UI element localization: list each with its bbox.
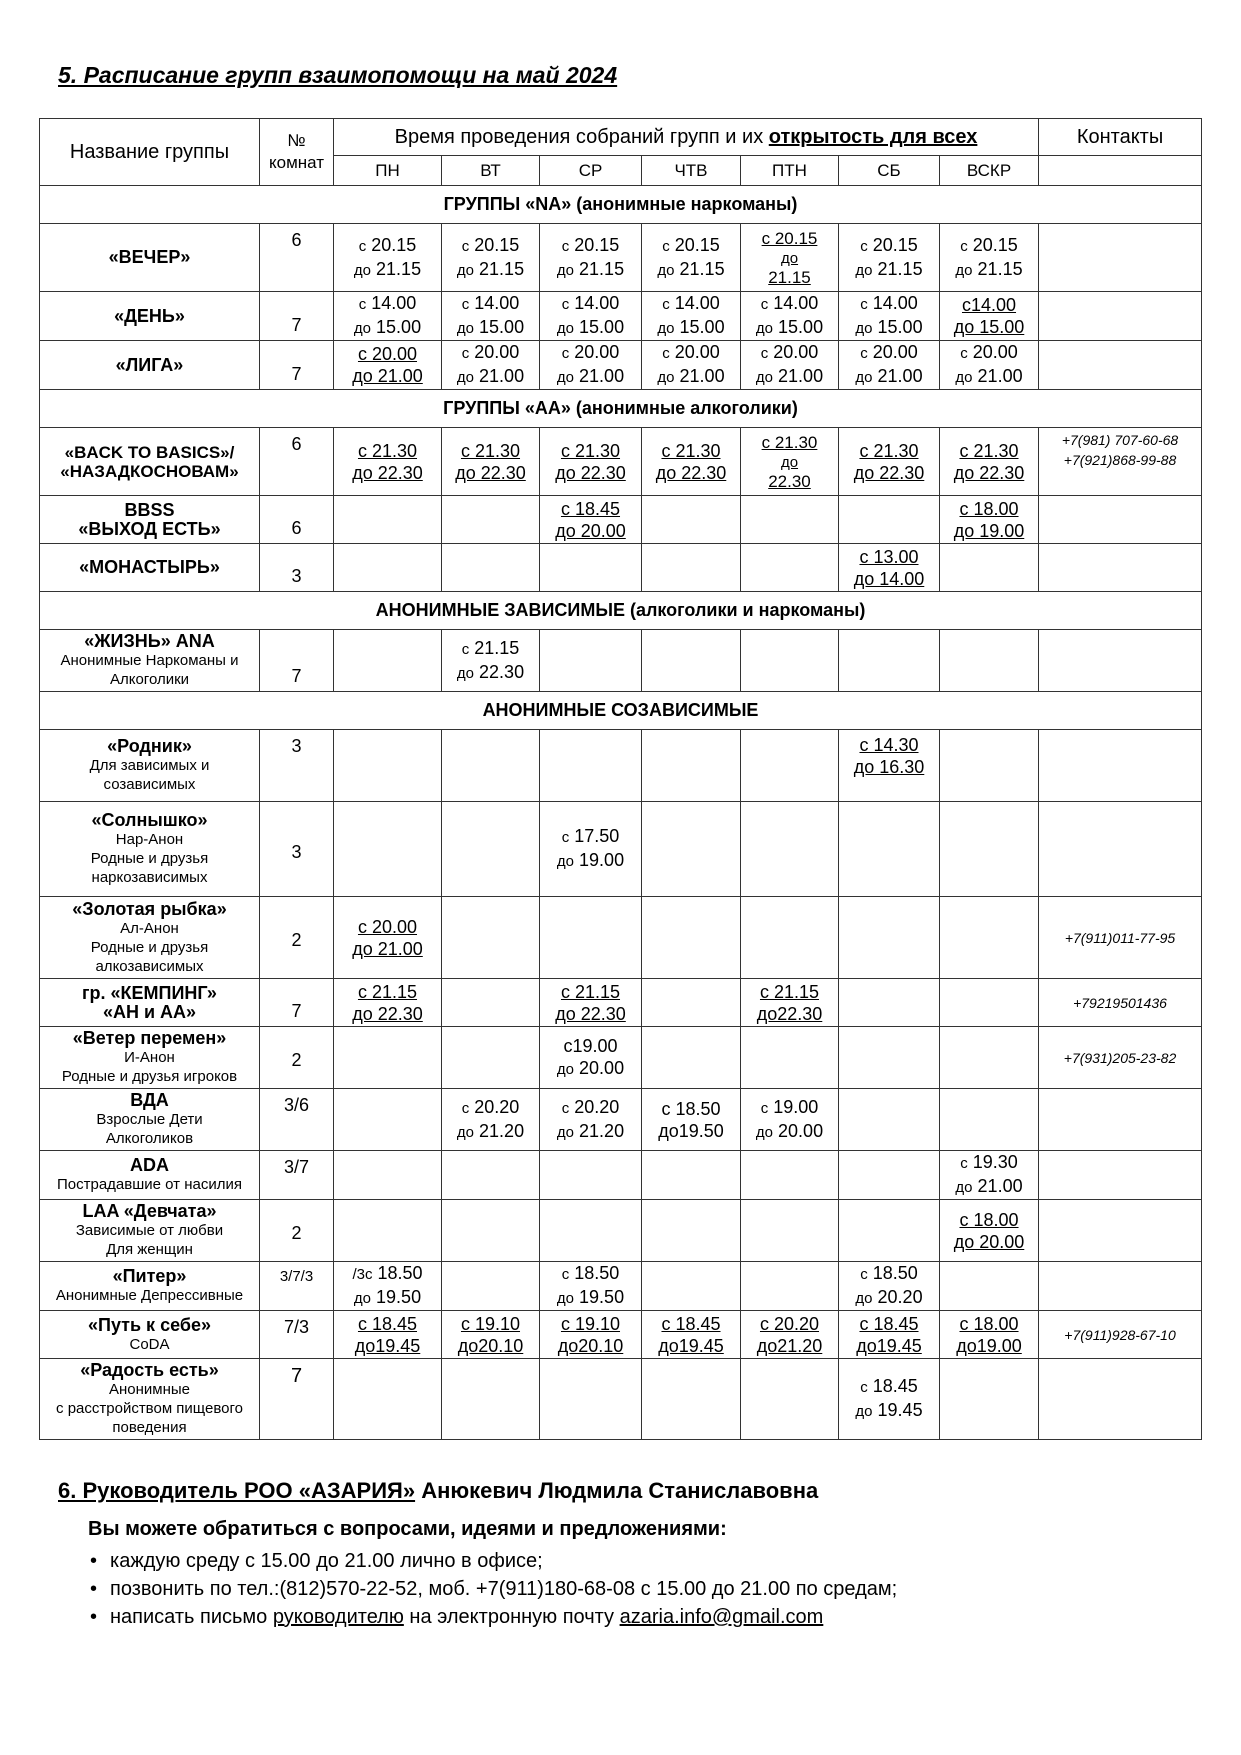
time-cell bbox=[741, 802, 839, 897]
time-cell bbox=[839, 979, 940, 1027]
time-cell bbox=[839, 802, 940, 897]
room-number: 7 bbox=[260, 979, 334, 1027]
time-cell: с 17.50 до 19.00 bbox=[540, 802, 642, 897]
time-cell bbox=[642, 897, 741, 979]
time-cell bbox=[940, 979, 1039, 1027]
footer-section bbox=[58, 1478, 1208, 1631]
time-cell: с 21.15 до 22.30 bbox=[442, 630, 540, 692]
time-cell bbox=[741, 730, 839, 802]
time-cell bbox=[940, 1027, 1039, 1089]
table-row bbox=[40, 979, 1202, 1027]
time-cell bbox=[442, 1151, 540, 1200]
room-number: 6 bbox=[260, 428, 334, 496]
room-number: 3/6 bbox=[260, 1089, 334, 1151]
time-cell bbox=[642, 1359, 741, 1440]
group-name: ВДА Взрослые Дети Алкоголиков bbox=[40, 1089, 260, 1151]
time-cell bbox=[540, 1200, 642, 1262]
time-cell bbox=[442, 730, 540, 802]
day-header: ВСКР bbox=[940, 156, 1039, 186]
time-cell bbox=[940, 730, 1039, 802]
day-header: ВТ bbox=[442, 156, 540, 186]
group-name: ADA Пострадавшие от насилия bbox=[40, 1151, 260, 1200]
time-cell: с 18.00 до 19.00 bbox=[940, 496, 1039, 544]
contact-cell: +7(911)928-67-10 bbox=[1039, 1311, 1202, 1359]
day-header: СР bbox=[540, 156, 642, 186]
time-cell: с 20.15 до 21.15 bbox=[442, 224, 540, 292]
time-cell: с 19.30 до 21.00 bbox=[940, 1151, 1039, 1200]
group-name: «Питер» Анонимные Депрессивные bbox=[40, 1262, 260, 1311]
time-cell: с 20.00 до 21.00 bbox=[642, 341, 741, 390]
time-cell bbox=[839, 1089, 940, 1151]
header-time: Время проведения собраний групп и их открытость для всех bbox=[334, 119, 1039, 156]
section-title-aa: ГРУППЫ «АА» (анонимные алкоголики) bbox=[40, 390, 1202, 428]
time-cell: с 14.00 до 15.00 bbox=[741, 292, 839, 341]
group-name: «ВЕЧЕР» bbox=[40, 224, 260, 292]
time-cell: /3с 18.50 до 19.50 bbox=[334, 1262, 442, 1311]
group-name: «ЛИГА» bbox=[40, 341, 260, 390]
contact-cell bbox=[1039, 1089, 1202, 1151]
table-row bbox=[40, 496, 1202, 544]
time-cell: с 21.30 до 22.30 bbox=[442, 428, 540, 496]
time-cell: с 21.30 до 22.30 bbox=[940, 428, 1039, 496]
time-cell bbox=[940, 1359, 1039, 1440]
room-number: 3 bbox=[260, 544, 334, 592]
group-name: «МОНАСТЫРЬ» bbox=[40, 544, 260, 592]
time-cell bbox=[839, 1200, 940, 1262]
time-cell bbox=[741, 630, 839, 692]
time-cell bbox=[642, 630, 741, 692]
time-cell: с 18.45 до 19.45 bbox=[839, 1359, 940, 1440]
time-cell bbox=[540, 897, 642, 979]
time-cell bbox=[540, 544, 642, 592]
bullet-icon: • bbox=[90, 1606, 98, 1628]
time-cell: с 21.30 до 22.30 bbox=[540, 428, 642, 496]
header-contacts: Контакты bbox=[1039, 119, 1202, 156]
time-cell: с 21.15 до22.30 bbox=[741, 979, 839, 1027]
section-title-codependent: АНОНИМНЫЕ СОЗАВИСИМЫЕ bbox=[40, 692, 1202, 730]
room-number: 3 bbox=[260, 802, 334, 897]
room-number: 6 bbox=[260, 224, 334, 292]
header-row bbox=[40, 119, 1202, 156]
time-cell: с 20.00 до 21.00 bbox=[334, 897, 442, 979]
time-cell bbox=[940, 897, 1039, 979]
time-cell: с 20.00 до 21.00 bbox=[540, 341, 642, 390]
contact-cell bbox=[1039, 341, 1202, 390]
time-cell bbox=[741, 1027, 839, 1089]
day-header: ПН bbox=[334, 156, 442, 186]
time-cell bbox=[642, 1200, 741, 1262]
table-row bbox=[40, 802, 1202, 897]
group-name: «ЖИЗНЬ» ANA Анонимные Наркоманы и Алкоголики bbox=[40, 630, 260, 692]
time-cell: с 20.20 до21.20 bbox=[741, 1311, 839, 1359]
contact-cell bbox=[1039, 730, 1202, 802]
email-link[interactable]: azaria.info@gmail.com bbox=[619, 1606, 824, 1628]
contact-cell bbox=[1039, 544, 1202, 592]
table-row bbox=[40, 1151, 1202, 1200]
time-cell bbox=[442, 544, 540, 592]
time-cell: с 21.30 до 22.30 bbox=[642, 428, 741, 496]
time-cell: с 18.50 до 20.20 bbox=[839, 1262, 940, 1311]
time-cell: с 20.20 до 21.20 bbox=[442, 1089, 540, 1151]
time-cell: с 14.00 до 15.00 bbox=[334, 292, 442, 341]
time-cell bbox=[442, 897, 540, 979]
table-row bbox=[40, 292, 1202, 341]
group-name: «ДЕНЬ» bbox=[40, 292, 260, 341]
time-cell: с 13.00 до 14.00 bbox=[839, 544, 940, 592]
contact-cell bbox=[1039, 496, 1202, 544]
table-row bbox=[40, 428, 1202, 496]
time-cell: с 14.00 до 15.00 bbox=[839, 292, 940, 341]
contact-list bbox=[90, 1547, 1208, 1631]
time-cell: с14.00 до 15.00 bbox=[940, 292, 1039, 341]
group-name: гр. «КЕМПИНГ» «АН и АА» bbox=[40, 979, 260, 1027]
group-name: LAA «Девчата» Зависимые от любви Для женщин bbox=[40, 1200, 260, 1262]
time-cell bbox=[334, 1151, 442, 1200]
empty-cell bbox=[1039, 156, 1202, 186]
table-row bbox=[40, 1359, 1202, 1440]
list-item: • каждую среду с 15.00 до 21.00 лично в офисе; bbox=[90, 1547, 1208, 1575]
time-cell bbox=[334, 1359, 442, 1440]
time-cell: с 20.00 до 21.00 bbox=[741, 341, 839, 390]
time-cell: с 14.00 до 15.00 bbox=[540, 292, 642, 341]
time-cell: с 21.15 до 22.30 bbox=[334, 979, 442, 1027]
time-cell: с 18.50 до 19.50 bbox=[540, 1262, 642, 1311]
list-item: • позвонить по тел.:(812)570-22-52, моб. +7(911)180-68-08 с 15.00 до 21.00 по средам; bbox=[90, 1575, 1208, 1603]
time-cell bbox=[642, 1027, 741, 1089]
time-cell bbox=[540, 1359, 642, 1440]
time-cell bbox=[940, 1262, 1039, 1311]
group-name: «Золотая рыбка» Ал-Анон Родные и друзья алкозависимых bbox=[40, 897, 260, 979]
time-cell bbox=[741, 1200, 839, 1262]
time-cell bbox=[642, 544, 741, 592]
table-row bbox=[40, 341, 1202, 390]
table-row bbox=[40, 1027, 1202, 1089]
group-name: «Радость есть» Анонимные с расстройством пищевого поведения bbox=[40, 1359, 260, 1440]
time-cell bbox=[940, 630, 1039, 692]
contact-cell bbox=[1039, 1151, 1202, 1200]
time-cell: с 21.30 до 22.30 bbox=[741, 428, 839, 496]
time-cell bbox=[642, 1151, 741, 1200]
time-cell bbox=[442, 1027, 540, 1089]
room-number: 7/3 bbox=[260, 1311, 334, 1359]
contact-cell bbox=[1039, 292, 1202, 341]
time-cell: с 20.00 до 21.00 bbox=[940, 341, 1039, 390]
time-cell bbox=[334, 544, 442, 592]
time-cell: с 19.10 до20.10 bbox=[540, 1311, 642, 1359]
page-title: 5. Расписание групп взаимопомощи на май 2024 bbox=[58, 62, 618, 88]
time-cell bbox=[642, 1262, 741, 1311]
contact-cell: +7(931)205-23-82 bbox=[1039, 1027, 1202, 1089]
time-cell bbox=[334, 630, 442, 692]
time-cell bbox=[442, 1359, 540, 1440]
time-cell bbox=[940, 1089, 1039, 1151]
contact-cell bbox=[1039, 224, 1202, 292]
leader-link[interactable]: руководителю bbox=[272, 1606, 404, 1628]
time-cell bbox=[334, 1027, 442, 1089]
group-name: «Путь к себе» CoDA bbox=[40, 1311, 260, 1359]
header-room: № комнат bbox=[260, 119, 334, 186]
bullet-icon: • bbox=[90, 1578, 98, 1600]
time-cell bbox=[442, 979, 540, 1027]
room-number: 3/7 bbox=[260, 1151, 334, 1200]
time-cell bbox=[540, 630, 642, 692]
group-name: BBSS «ВЫХОД ЕСТЬ» bbox=[40, 496, 260, 544]
time-cell bbox=[642, 496, 741, 544]
room-number: 2 bbox=[260, 897, 334, 979]
day-header: ПТН bbox=[741, 156, 839, 186]
time-cell: с 18.45 до 20.00 bbox=[540, 496, 642, 544]
time-cell: с 14.00 до 15.00 bbox=[442, 292, 540, 341]
room-number: 6 bbox=[260, 496, 334, 544]
time-cell bbox=[741, 897, 839, 979]
group-name: «BACK TO BASICS»/ «НАЗАДКОСНОВАМ» bbox=[40, 428, 260, 496]
time-cell: с 18.00 до19.00 bbox=[940, 1311, 1039, 1359]
room-number: 3/7/3 bbox=[260, 1262, 334, 1311]
time-cell: с 20.15 до 21.15 bbox=[642, 224, 741, 292]
list-item: • написать письмо руководителю на электронную почту azaria.info@gmail.com bbox=[90, 1603, 1208, 1631]
time-cell bbox=[839, 630, 940, 692]
room-number: 2 bbox=[260, 1200, 334, 1262]
time-cell bbox=[940, 544, 1039, 592]
time-cell bbox=[334, 730, 442, 802]
time-cell: с 18.50 до19.50 bbox=[642, 1089, 741, 1151]
time-cell bbox=[334, 496, 442, 544]
time-cell: с 20.00 до 21.00 bbox=[839, 341, 940, 390]
time-cell bbox=[642, 802, 741, 897]
contact-intro: Вы можете обратиться с вопросами, идеями и предложениями: bbox=[88, 1518, 727, 1540]
table-row bbox=[40, 897, 1202, 979]
time-cell: с 21.15 до 22.30 bbox=[540, 979, 642, 1027]
time-cell bbox=[940, 802, 1039, 897]
time-cell bbox=[442, 1200, 540, 1262]
day-header: ЧТВ bbox=[642, 156, 741, 186]
table-row bbox=[40, 1311, 1202, 1359]
time-cell bbox=[741, 1262, 839, 1311]
time-cell bbox=[642, 730, 741, 802]
time-cell: с 20.15 до 21.15 bbox=[839, 224, 940, 292]
time-cell: с 18.45 до19.45 bbox=[334, 1311, 442, 1359]
section-heading: 6. Руководитель РОО «АЗАРИЯ» Анюкевич Людмила Станиславовна bbox=[58, 1478, 819, 1503]
table-row bbox=[40, 1089, 1202, 1151]
time-cell bbox=[540, 1151, 642, 1200]
time-cell bbox=[540, 730, 642, 802]
group-name: «Солнышко» Нар-Анон Родные и друзья наркозависимых bbox=[40, 802, 260, 897]
time-cell bbox=[442, 802, 540, 897]
time-cell bbox=[741, 1359, 839, 1440]
time-cell: с 14.00 до 15.00 bbox=[642, 292, 741, 341]
table-row bbox=[40, 1200, 1202, 1262]
day-header: СБ bbox=[839, 156, 940, 186]
room-number: 7 bbox=[260, 341, 334, 390]
schedule-table bbox=[39, 118, 1202, 1440]
time-cell: с 20.20 до 21.20 bbox=[540, 1089, 642, 1151]
time-cell: с 20.15 до 21.15 bbox=[334, 224, 442, 292]
time-cell: с 14.30 до 16.30 bbox=[839, 730, 940, 802]
time-cell: с 18.00 до 20.00 bbox=[940, 1200, 1039, 1262]
group-name: «Родник» Для зависимых и созависимых bbox=[40, 730, 260, 802]
time-cell bbox=[741, 496, 839, 544]
room-number: 7 bbox=[260, 292, 334, 341]
time-cell: с 20.15 до 21.15 bbox=[940, 224, 1039, 292]
time-cell: с 18.45 до19.45 bbox=[839, 1311, 940, 1359]
room-number: 2 bbox=[260, 1027, 334, 1089]
contact-cell: +7(911)011-77-95 bbox=[1039, 897, 1202, 979]
contact-cell: +79219501436 bbox=[1039, 979, 1202, 1027]
contact-cell bbox=[1039, 802, 1202, 897]
time-cell bbox=[839, 1027, 940, 1089]
contact-cell bbox=[1039, 1262, 1202, 1311]
time-cell: с 19.10 до20.10 bbox=[442, 1311, 540, 1359]
table-row bbox=[40, 224, 1202, 292]
group-name: «Ветер перемен» И-Анон Родные и друзья игроков bbox=[40, 1027, 260, 1089]
contact-cell bbox=[1039, 1200, 1202, 1262]
time-cell: с 19.00 до 20.00 bbox=[741, 1089, 839, 1151]
section-title-dependent: АНОНИМНЫЕ ЗАВИСИМЫЕ (алкоголики и наркоманы) bbox=[40, 592, 1202, 630]
time-cell: с 18.45 до19.45 bbox=[642, 1311, 741, 1359]
time-cell: с 20.15 до 21.15 bbox=[741, 224, 839, 292]
time-cell bbox=[642, 979, 741, 1027]
time-cell: с 20.15 до 21.15 bbox=[540, 224, 642, 292]
time-cell bbox=[334, 802, 442, 897]
time-cell bbox=[839, 897, 940, 979]
time-cell bbox=[839, 496, 940, 544]
time-cell bbox=[334, 1200, 442, 1262]
table-row bbox=[40, 630, 1202, 692]
table-row bbox=[40, 730, 1202, 802]
contact-cell: +7(981) 707-60-68 +7(921)868-99-88 bbox=[1039, 428, 1202, 496]
table-row bbox=[40, 544, 1202, 592]
time-cell: с 20.00 до 21.00 bbox=[442, 341, 540, 390]
contact-cell bbox=[1039, 630, 1202, 692]
section-title-na: ГРУППЫ «NA» (анонимные наркоманы) bbox=[40, 186, 1202, 224]
time-cell bbox=[839, 1151, 940, 1200]
time-cell bbox=[442, 496, 540, 544]
time-cell bbox=[334, 1089, 442, 1151]
time-cell: с 20.00 до 21.00 bbox=[334, 341, 442, 390]
table-row bbox=[40, 1262, 1202, 1311]
time-cell bbox=[741, 1151, 839, 1200]
time-cell: с 21.30 до 22.30 bbox=[334, 428, 442, 496]
room-number: 7 bbox=[260, 1359, 334, 1440]
room-number: 3 bbox=[260, 730, 334, 802]
time-cell: с19.00 до 20.00 bbox=[540, 1027, 642, 1089]
header-group-name: Название группы bbox=[40, 119, 260, 186]
room-number: 7 bbox=[260, 630, 334, 692]
time-cell bbox=[442, 1262, 540, 1311]
time-cell: с 21.30 до 22.30 bbox=[839, 428, 940, 496]
contact-cell bbox=[1039, 1359, 1202, 1440]
bullet-icon: • bbox=[90, 1550, 98, 1572]
time-cell bbox=[741, 544, 839, 592]
